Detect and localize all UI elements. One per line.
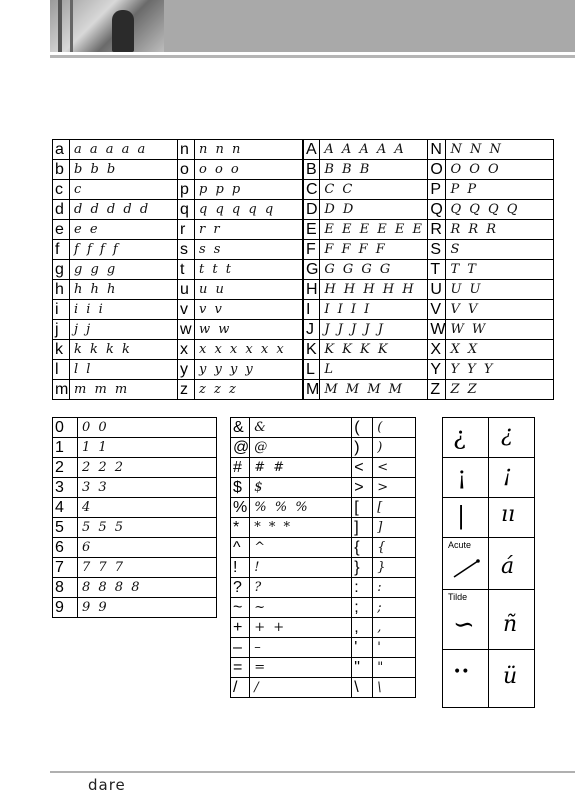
stroke-samples: q q q q q bbox=[195, 200, 303, 220]
symbol-row bbox=[231, 478, 416, 498]
character-key: o bbox=[178, 160, 195, 180]
character-key: N bbox=[428, 140, 446, 160]
brand-logo: dare bbox=[88, 776, 126, 794]
acute-stroke-icon bbox=[451, 552, 485, 580]
character-key: Q bbox=[428, 200, 446, 220]
character-key: q bbox=[178, 200, 195, 220]
uppercase-row bbox=[304, 300, 554, 320]
stroke-samples: " bbox=[373, 658, 416, 678]
uppercase-row bbox=[304, 320, 554, 340]
stroke-samples: ~ bbox=[250, 598, 352, 618]
digit-key: 1 bbox=[53, 438, 78, 458]
character-key: i bbox=[53, 300, 70, 320]
symbol-key: ) bbox=[352, 438, 373, 458]
symbol-row bbox=[231, 578, 416, 598]
symbol-key: ; bbox=[352, 598, 373, 618]
digit-key: 4 bbox=[53, 498, 78, 518]
digit-row bbox=[53, 458, 217, 478]
lowercase-row bbox=[53, 160, 303, 180]
character-key: W bbox=[428, 320, 446, 340]
stroke-samples: j j bbox=[70, 320, 178, 340]
header-rule bbox=[50, 55, 575, 58]
stroke-samples: ? bbox=[250, 578, 352, 598]
stroke-samples: I I I I bbox=[320, 300, 428, 320]
symbol-key: ] bbox=[352, 518, 373, 538]
stroke-samples: : bbox=[373, 578, 416, 598]
symbol-row bbox=[231, 538, 416, 558]
uppercase-row bbox=[304, 380, 554, 400]
symbol-row bbox=[231, 498, 416, 518]
digit-row bbox=[53, 498, 217, 518]
stroke-samples: E E E E E E bbox=[320, 220, 428, 240]
symbol-row bbox=[231, 418, 416, 438]
character-key: u bbox=[178, 280, 195, 300]
stroke-samples: N N N bbox=[446, 140, 554, 160]
stroke-samples: D D bbox=[320, 200, 428, 220]
character-key: g bbox=[53, 260, 70, 280]
character-key: L bbox=[304, 360, 320, 380]
stroke-samples: > bbox=[373, 478, 416, 498]
stroke-samples: b b b bbox=[70, 160, 178, 180]
stroke-samples: 0 0 bbox=[78, 418, 217, 438]
stroke-samples: ; bbox=[373, 598, 416, 618]
digit-row bbox=[53, 418, 217, 438]
character-key: X bbox=[428, 340, 446, 360]
stroke-samples: ( bbox=[373, 418, 416, 438]
stroke-samples: @ bbox=[250, 438, 352, 458]
stroke-samples: # # bbox=[250, 458, 352, 478]
digit-key: 7 bbox=[53, 558, 78, 578]
stroke-samples: S bbox=[446, 240, 554, 260]
uppercase-row bbox=[304, 260, 554, 280]
digit-key: 2 bbox=[53, 458, 78, 478]
stroke-samples: ] bbox=[373, 518, 416, 538]
lowercase-row bbox=[53, 220, 303, 240]
character-key: p bbox=[178, 180, 195, 200]
character-key: l bbox=[53, 360, 70, 380]
lowercase-row bbox=[53, 300, 303, 320]
digit-row bbox=[53, 598, 217, 618]
symbols-table bbox=[230, 417, 416, 698]
uppercase-row bbox=[304, 280, 554, 300]
inverted-exclamation-mark: ¡ bbox=[457, 462, 467, 490]
stroke-samples: u u bbox=[195, 280, 303, 300]
digits-table bbox=[52, 417, 217, 618]
character-key: V bbox=[428, 300, 446, 320]
uppercase-table bbox=[303, 139, 554, 400]
lowercase-row bbox=[53, 240, 303, 260]
symbol-key: [ bbox=[352, 498, 373, 518]
umlaut-stroke: ü bbox=[503, 664, 518, 689]
footer-rule bbox=[50, 771, 575, 773]
stroke-samples: f f f f bbox=[70, 240, 178, 260]
character-key: T bbox=[428, 260, 446, 280]
stroke-samples: Y Y Y bbox=[446, 360, 554, 380]
stroke-samples: M M M M bbox=[320, 380, 428, 400]
inverted-question-stroke: ¿ bbox=[501, 422, 513, 447]
symbol-key: + bbox=[231, 618, 250, 638]
stroke-samples: ^ bbox=[250, 538, 352, 558]
symbol-row bbox=[231, 438, 416, 458]
stroke-samples: e e bbox=[70, 220, 178, 240]
symbol-key: ! bbox=[231, 558, 250, 578]
character-key: J bbox=[304, 320, 320, 340]
character-key: A bbox=[304, 140, 320, 160]
character-key: I bbox=[304, 300, 320, 320]
stroke-samples: 5 5 5 bbox=[78, 518, 217, 538]
character-key: a bbox=[53, 140, 70, 160]
stroke-samples: B B B bbox=[320, 160, 428, 180]
stroke-samples: m m m bbox=[70, 380, 178, 400]
tilde-stroke-icon: ∽ bbox=[453, 610, 475, 640]
symbol-key: < bbox=[352, 458, 373, 478]
character-key: B bbox=[304, 160, 320, 180]
symbol-key: ^ bbox=[231, 538, 250, 558]
digit-row bbox=[53, 578, 217, 598]
stroke-samples: a a a a a bbox=[70, 140, 178, 160]
stroke-samples: h h h bbox=[70, 280, 178, 300]
character-key: R bbox=[428, 220, 446, 240]
symbol-key: & bbox=[231, 418, 250, 438]
stroke-samples: c bbox=[70, 180, 178, 200]
stroke-samples: L bbox=[320, 360, 428, 380]
stroke-samples: T T bbox=[446, 260, 554, 280]
character-key: f bbox=[53, 240, 70, 260]
stroke-samples: } bbox=[373, 558, 416, 578]
character-key: b bbox=[53, 160, 70, 180]
tilde-label: Tilde bbox=[448, 592, 468, 602]
digit-key: 6 bbox=[53, 538, 78, 558]
symbol-key: # bbox=[231, 458, 250, 478]
uppercase-row bbox=[304, 200, 554, 220]
lowercase-row bbox=[53, 320, 303, 340]
symbol-key: $ bbox=[231, 478, 250, 498]
stroke-samples: < bbox=[373, 458, 416, 478]
lowercase-row bbox=[53, 180, 303, 200]
symbol-key: – bbox=[231, 638, 250, 658]
stroke-samples: v v bbox=[195, 300, 303, 320]
character-key: D bbox=[304, 200, 320, 220]
stroke-samples: + + bbox=[250, 618, 352, 638]
stroke-samples: O O O bbox=[446, 160, 554, 180]
digit-key: 8 bbox=[53, 578, 78, 598]
symbol-key: { bbox=[352, 538, 373, 558]
inverted-exclamation-stroke: ¡ bbox=[503, 462, 512, 487]
stroke-samples: * * * bbox=[250, 518, 352, 538]
character-key: r bbox=[178, 220, 195, 240]
character-key: G bbox=[304, 260, 320, 280]
digit-key: 3 bbox=[53, 478, 78, 498]
symbol-row bbox=[231, 678, 416, 698]
stroke-samples: , bbox=[373, 618, 416, 638]
stroke-samples: J J J J J bbox=[320, 320, 428, 340]
stroke-samples: ) bbox=[373, 438, 416, 458]
stroke-samples: P P bbox=[446, 180, 554, 200]
uppercase-row bbox=[304, 140, 554, 160]
symbol-row bbox=[231, 558, 416, 578]
symbol-key: @ bbox=[231, 438, 250, 458]
stroke-samples: K K K K bbox=[320, 340, 428, 360]
stroke-samples: G G G G bbox=[320, 260, 428, 280]
character-key: j bbox=[53, 320, 70, 340]
stroke-samples: W W bbox=[446, 320, 554, 340]
symbol-row bbox=[231, 518, 416, 538]
lowercase-row bbox=[53, 140, 303, 160]
lowercase-table bbox=[52, 139, 303, 400]
stroke-samples: s s bbox=[195, 240, 303, 260]
character-key: v bbox=[178, 300, 195, 320]
stroke-samples: Q Q Q Q bbox=[446, 200, 554, 220]
character-key: K bbox=[304, 340, 320, 360]
character-key: P bbox=[428, 180, 446, 200]
character-key: h bbox=[53, 280, 70, 300]
stroke-samples: r r bbox=[195, 220, 303, 240]
character-key: e bbox=[53, 220, 70, 240]
lowercase-row bbox=[53, 380, 303, 400]
character-key: F bbox=[304, 240, 320, 260]
character-key: y bbox=[178, 360, 195, 380]
character-key: t bbox=[178, 260, 195, 280]
stroke-samples: i i i bbox=[70, 300, 178, 320]
stroke-samples: = bbox=[250, 658, 352, 678]
character-key: S bbox=[428, 240, 446, 260]
character-key: U bbox=[428, 280, 446, 300]
stroke-samples: t t t bbox=[195, 260, 303, 280]
vertical-bar-stroke: ıı bbox=[501, 502, 516, 527]
symbol-row bbox=[231, 658, 416, 678]
lowercase-row bbox=[53, 280, 303, 300]
stroke-samples: o o o bbox=[195, 160, 303, 180]
symbol-row bbox=[231, 618, 416, 638]
stroke-samples: { bbox=[373, 538, 416, 558]
character-key: m bbox=[53, 380, 70, 400]
stroke-samples: H H H H H bbox=[320, 280, 428, 300]
inverted-question-mark: ¿ bbox=[453, 422, 466, 450]
stroke-samples: 9 9 bbox=[78, 598, 217, 618]
stroke-samples: V V bbox=[446, 300, 554, 320]
lowercase-row bbox=[53, 360, 303, 380]
symbol-key: ? bbox=[231, 578, 250, 598]
symbol-key: " bbox=[352, 658, 373, 678]
symbol-key: ' bbox=[352, 638, 373, 658]
stroke-samples: & bbox=[250, 418, 352, 438]
uppercase-row bbox=[304, 240, 554, 260]
stroke-samples: p p p bbox=[195, 180, 303, 200]
digit-key: 9 bbox=[53, 598, 78, 618]
symbol-key: , bbox=[352, 618, 373, 638]
stroke-samples: z z z bbox=[195, 380, 303, 400]
digit-key: 5 bbox=[53, 518, 78, 538]
character-key: C bbox=[304, 180, 320, 200]
tilde-stroke: ñ bbox=[503, 612, 518, 637]
lowercase-row bbox=[53, 200, 303, 220]
stroke-samples: d d d d d bbox=[70, 200, 178, 220]
character-key: M bbox=[304, 380, 320, 400]
digit-row bbox=[53, 538, 217, 558]
character-key: Y bbox=[428, 360, 446, 380]
stroke-samples: / bbox=[250, 678, 352, 698]
character-key: d bbox=[53, 200, 70, 220]
stroke-samples: % % % bbox=[250, 498, 352, 518]
stroke-samples: l l bbox=[70, 360, 178, 380]
character-key: w bbox=[178, 320, 195, 340]
header-photo bbox=[50, 0, 164, 52]
stroke-samples: A A A A A bbox=[320, 140, 428, 160]
digit-row bbox=[53, 558, 217, 578]
stroke-samples: ' bbox=[373, 638, 416, 658]
uppercase-row bbox=[304, 360, 554, 380]
stroke-samples: F F F F bbox=[320, 240, 428, 260]
stroke-samples: y y y y bbox=[195, 360, 303, 380]
uppercase-row bbox=[304, 220, 554, 240]
acute-stroke: á bbox=[501, 554, 515, 579]
special-characters-table bbox=[442, 417, 535, 708]
character-key: Z bbox=[428, 380, 446, 400]
character-key: s bbox=[178, 240, 195, 260]
symbol-key: \ bbox=[352, 678, 373, 698]
acute-label: Acute bbox=[448, 540, 472, 550]
symbol-row bbox=[231, 638, 416, 658]
character-key: H bbox=[304, 280, 320, 300]
character-key: z bbox=[178, 380, 195, 400]
stroke-samples: X X bbox=[446, 340, 554, 360]
symbol-key: ~ bbox=[231, 598, 250, 618]
digit-row bbox=[53, 438, 217, 458]
stroke-samples: 7 7 7 bbox=[78, 558, 217, 578]
stroke-samples: 6 bbox=[78, 538, 217, 558]
digit-row bbox=[53, 518, 217, 538]
symbol-key: } bbox=[352, 558, 373, 578]
stroke-samples: C C bbox=[320, 180, 428, 200]
character-key: c bbox=[53, 180, 70, 200]
stroke-samples: w w bbox=[195, 320, 303, 340]
character-key: k bbox=[53, 340, 70, 360]
symbol-key: / bbox=[231, 678, 250, 698]
stroke-samples: k k k k bbox=[70, 340, 178, 360]
stroke-samples: [ bbox=[373, 498, 416, 518]
stroke-samples: 1 1 bbox=[78, 438, 217, 458]
symbol-row bbox=[231, 458, 416, 478]
symbol-row bbox=[231, 598, 416, 618]
uppercase-row bbox=[304, 180, 554, 200]
digit-row bbox=[53, 478, 217, 498]
uppercase-row bbox=[304, 340, 554, 360]
character-key: x bbox=[178, 340, 195, 360]
stroke-samples: n n n bbox=[195, 140, 303, 160]
symbol-key: ( bbox=[352, 418, 373, 438]
symbol-key: % bbox=[231, 498, 250, 518]
stroke-samples: 3 3 bbox=[78, 478, 217, 498]
vertical-bar: | bbox=[457, 502, 466, 530]
character-key: E bbox=[304, 220, 320, 240]
lowercase-row bbox=[53, 260, 303, 280]
stroke-samples: $ bbox=[250, 478, 352, 498]
symbol-key: * bbox=[231, 518, 250, 538]
uppercase-row bbox=[304, 160, 554, 180]
lowercase-row bbox=[53, 340, 303, 360]
stroke-samples: x x x x x x bbox=[195, 340, 303, 360]
stroke-samples: 4 bbox=[78, 498, 217, 518]
digit-key: 0 bbox=[53, 418, 78, 438]
stroke-samples: 8 8 8 8 bbox=[78, 578, 217, 598]
stroke-samples: g g g bbox=[70, 260, 178, 280]
stroke-samples: U U bbox=[446, 280, 554, 300]
symbol-key: > bbox=[352, 478, 373, 498]
symbol-key: : bbox=[352, 578, 373, 598]
stroke-samples: ! bbox=[250, 558, 352, 578]
stroke-samples: 2 2 2 bbox=[78, 458, 217, 478]
stroke-samples: R R R bbox=[446, 220, 554, 240]
stroke-samples: \ bbox=[373, 678, 416, 698]
stroke-samples: Z Z bbox=[446, 380, 554, 400]
stroke-samples: – bbox=[250, 638, 352, 658]
symbol-key: = bbox=[231, 658, 250, 678]
umlaut-stroke-icon: •• bbox=[453, 664, 470, 680]
character-key: O bbox=[428, 160, 446, 180]
character-key: n bbox=[178, 140, 195, 160]
